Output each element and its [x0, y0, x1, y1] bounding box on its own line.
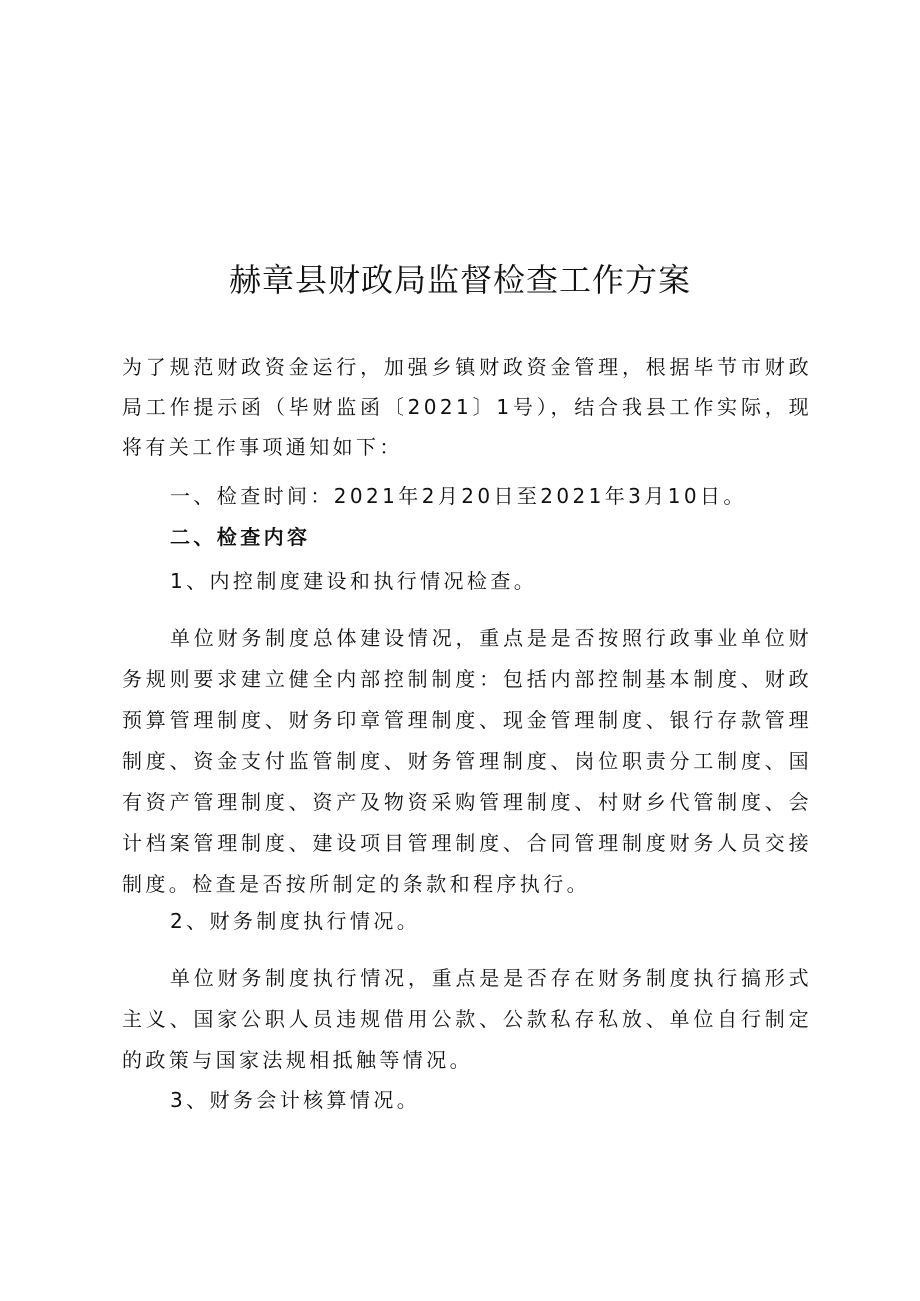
check-content-heading: 二、检查内容	[170, 525, 311, 549]
item2-heading: 2、财务制度执行情况。	[170, 909, 421, 933]
item3-heading: 3、财务会计核算情况。	[170, 1088, 421, 1112]
item1-heading: 1、内控制度建设和执行情况检查。	[170, 569, 538, 593]
check-time-line: 一、检查时间：2021年2月20日至2021年3月10日。	[170, 484, 747, 508]
item2-body: 单位财务制度执行情况，重点是是否存在财务制度执行搞形式主义、国家公职人员违规借用公款、公款私存私放、单位自行制定的政策与国家法规相抵触等情况。	[122, 966, 812, 1072]
intro-paragraph: 为了规范财政资金运行，加强乡镇财政资金管理，根据毕节市财政局工作提示函（毕财监函〔2021〕1号），结合我县工作实际，现将有关工作事项通知如下：	[122, 355, 812, 459]
document-title: 赫章县财政局监督检查工作方案	[228, 261, 691, 299]
item1-body: 单位财务制度总体建设情况，重点是是否按照行政事业单位财务规则要求建立健全内部控制制度：包括内部控制基本制度、财政预算管理制度、财务印章管理制度、现金管理制度、银行存款管理制度、资金支付监管制度、财务管理制度、岗位职责分工制度、国有资产管理制度、资产及物资采购管理制度、村财乡代管制度、会计档案管理制度、建设项目管理制度、合同管理制度财务人员交接制度。检查是否按所制定的条款和程序执行。	[122, 626, 812, 896]
